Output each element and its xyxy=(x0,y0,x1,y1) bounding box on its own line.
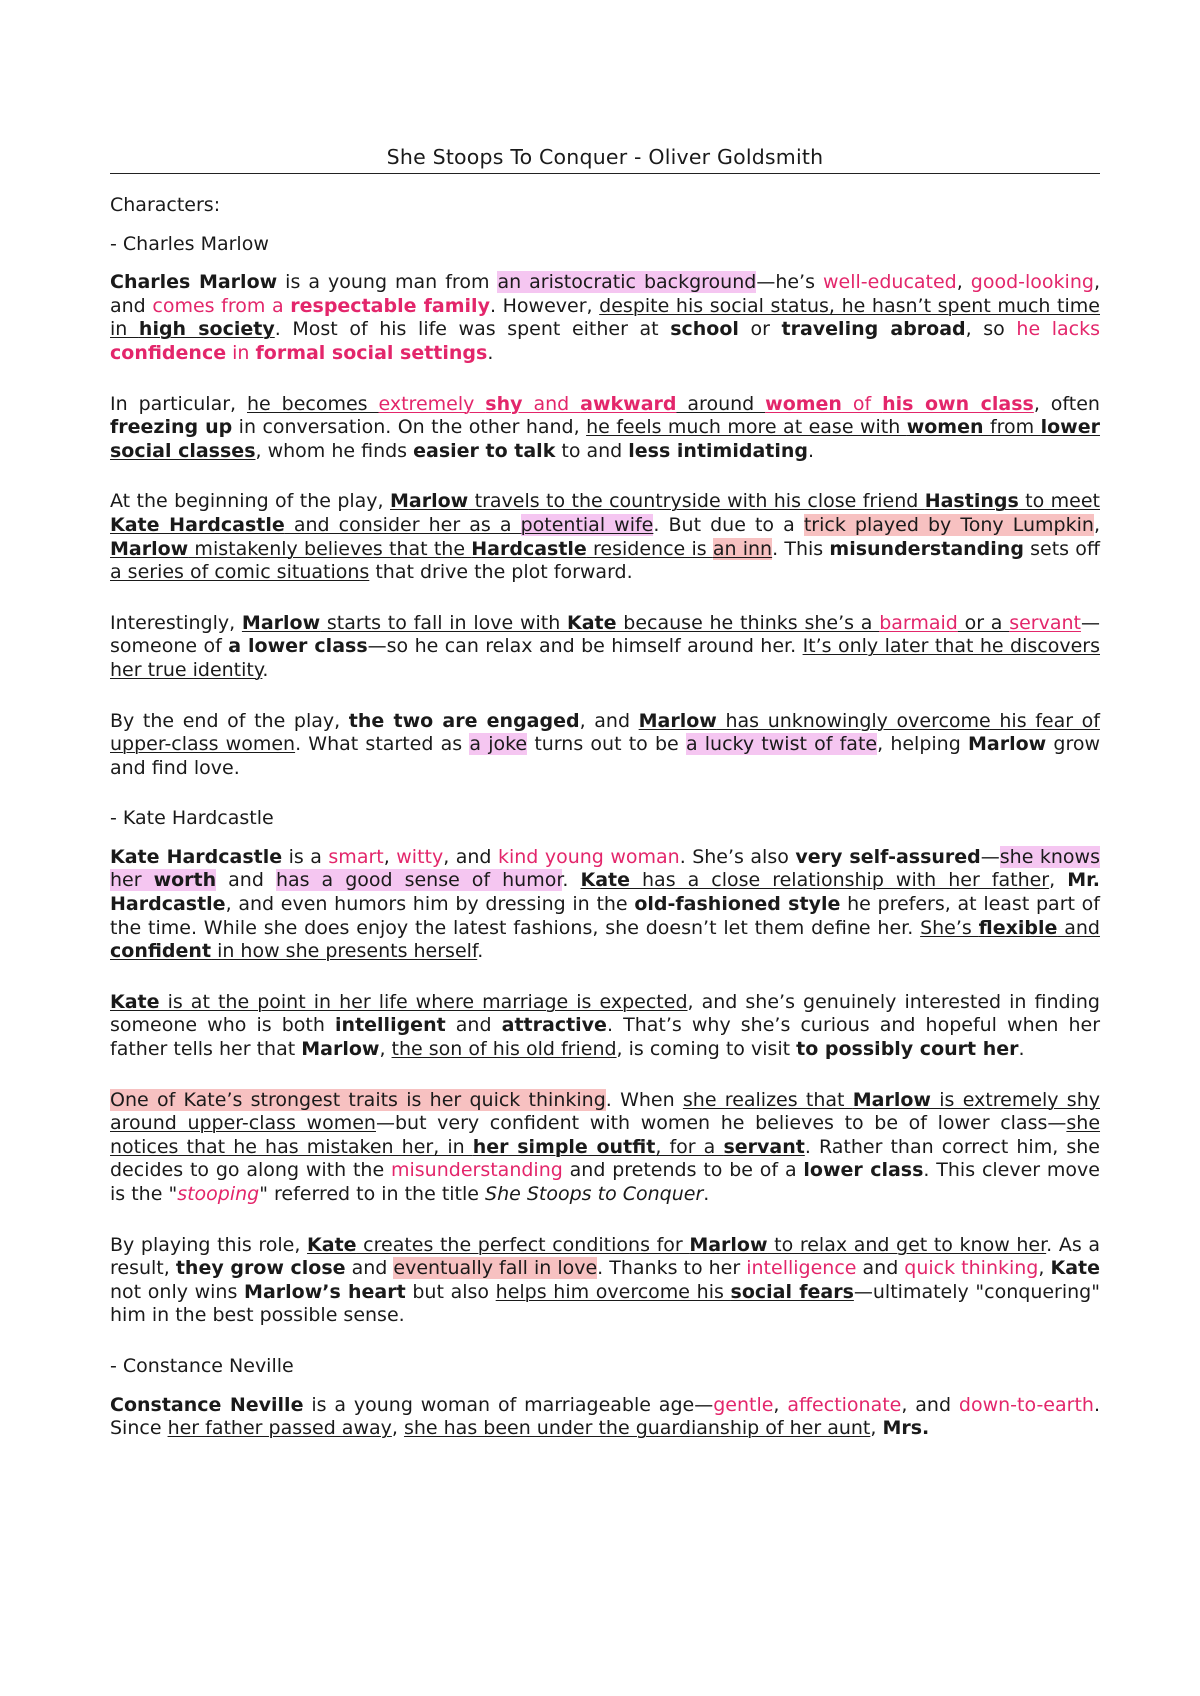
text-run: around xyxy=(676,392,766,415)
text-run: from xyxy=(983,416,1041,439)
text-run: Marlow xyxy=(638,709,717,732)
text-run: lower class xyxy=(803,1159,924,1182)
text-run: . This xyxy=(772,537,830,560)
text-run: . What started as xyxy=(295,733,470,756)
text-run: old-fashioned style xyxy=(634,893,841,916)
text-run: Marlow’s heart xyxy=(244,1280,406,1303)
text-run: of xyxy=(841,392,883,415)
text-run: and xyxy=(856,1257,905,1280)
text-run: . xyxy=(1018,1038,1025,1061)
text-run: Kate Hardcastle xyxy=(110,845,283,868)
text-run: , and even humors him by dressing in the xyxy=(225,893,635,916)
text-run: At the beginning of the play, xyxy=(110,490,390,513)
text-run: starts to fall in love with xyxy=(320,611,568,634)
text-run: she realizes that xyxy=(682,1088,853,1111)
text-run: but also xyxy=(405,1280,496,1303)
title-divider xyxy=(110,173,1100,174)
text-run: barmaid xyxy=(879,611,958,634)
text-run: . Most of his life was spent either at xyxy=(274,318,671,341)
text-run: confidence xyxy=(110,341,227,364)
text-run: an aristocratic background xyxy=(497,271,757,294)
text-run: and xyxy=(522,392,581,415)
text-run: has a close relationship with her father xyxy=(630,869,1050,892)
text-run: good-looking xyxy=(970,271,1094,294)
text-run: kind young woman xyxy=(497,845,680,868)
text-run: , so xyxy=(965,318,1017,341)
text-run: Kate Hardcastle xyxy=(110,513,285,536)
text-run: . When xyxy=(605,1088,683,1111)
text-run: down-to-earth xyxy=(958,1393,1094,1416)
text-run: affectionate xyxy=(787,1393,902,1416)
text-run: potential wife xyxy=(520,513,654,536)
text-run: he becomes xyxy=(247,392,379,415)
text-run: worth xyxy=(153,869,217,892)
text-run: . xyxy=(808,439,815,462)
text-run: She Stoops to Conquer xyxy=(485,1183,704,1205)
text-run: , xyxy=(1038,1257,1051,1280)
text-run: a joke xyxy=(469,733,528,756)
text-run: quick thinking xyxy=(904,1257,1039,1280)
text-run: he prefers, at least part of the time. While she does enjoy the latest fashions, she doesn’t let them define her. xyxy=(110,893,1100,939)
text-run: Kate xyxy=(110,990,160,1013)
text-run: formal social settings xyxy=(255,341,488,364)
paragraph xyxy=(110,490,1100,584)
text-run: . This clever move is the " xyxy=(110,1159,1100,1205)
text-run: —but very confident with women he believes to be of lower class— xyxy=(375,1112,1067,1135)
text-run: — xyxy=(980,845,1000,868)
text-run: . That’s why she’s curious and hopeful when her father tells her that xyxy=(110,1014,1101,1061)
text-run: to and xyxy=(555,439,629,462)
text-run: smart xyxy=(328,845,384,868)
text-run: , xyxy=(773,1393,788,1416)
text-run: Marlow xyxy=(967,733,1047,756)
text-run: Kate xyxy=(307,1233,357,1256)
character-heading: - Kate Hardcastle xyxy=(110,807,274,830)
text-run: She’s xyxy=(920,916,979,939)
text-run: helps him overcome his xyxy=(495,1280,731,1303)
text-run: his own class xyxy=(882,392,1034,415)
text-run: Mrs. xyxy=(882,1417,930,1440)
text-run: Marlow xyxy=(110,537,189,560)
text-run: misunderstanding xyxy=(391,1159,563,1182)
text-run: Marlow xyxy=(301,1038,380,1061)
text-run: she notices that he has mistaken her, in xyxy=(110,1112,1101,1158)
text-run: and pretends to be of a xyxy=(562,1159,804,1182)
text-run: sets off xyxy=(1023,537,1100,560)
text-run: Hastings xyxy=(924,490,1019,513)
paragraph xyxy=(110,1234,1100,1328)
paragraph xyxy=(110,710,1100,781)
text-run: . She’s also xyxy=(679,845,796,868)
text-run: and xyxy=(216,869,276,892)
text-run: , and she’s genuinely interested in finding someone who is both xyxy=(110,990,1100,1037)
text-run: creates the perfect conditions for xyxy=(356,1233,690,1256)
paragraph xyxy=(110,991,1100,1062)
text-run: . Rather than correct him, she decides to go along with the xyxy=(110,1135,1100,1182)
document-title: She Stoops To Conquer - Oliver Goldsmith xyxy=(386,145,824,169)
text-run: and consider her as a xyxy=(284,513,521,536)
text-run: , helping xyxy=(877,733,968,756)
text-run: school xyxy=(670,318,739,341)
text-run: . As a result, xyxy=(110,1233,1100,1280)
text-run: a lucky twist of fate xyxy=(685,733,878,756)
text-run: , and xyxy=(110,271,1100,317)
text-run: eventually fall in love xyxy=(393,1257,598,1280)
text-run: less intimidating xyxy=(628,439,809,462)
text-run: . xyxy=(262,658,269,681)
text-run: One of Kate’s strongest traits is her quick thinking xyxy=(110,1088,606,1111)
text-run: confident xyxy=(110,940,212,963)
text-run: witty xyxy=(396,845,444,868)
text-run: . xyxy=(487,341,494,364)
text-run: easier to talk xyxy=(413,439,556,462)
document-body xyxy=(110,194,1100,1441)
text-run: Kate xyxy=(580,869,630,892)
text-run: . Since xyxy=(110,1393,1100,1440)
text-run: Hardcastle xyxy=(471,537,587,560)
text-run: awkward xyxy=(580,392,677,415)
text-run: social fears xyxy=(730,1280,854,1303)
text-run: women xyxy=(906,416,984,439)
text-run: . But due to a xyxy=(653,513,804,536)
text-run: , xyxy=(383,845,397,868)
paragraph xyxy=(110,393,1100,464)
text-run: , whom he finds xyxy=(255,439,414,462)
text-run: freezing up xyxy=(110,416,233,439)
paragraph xyxy=(110,1394,1100,1441)
text-run: mistakenly believes that the xyxy=(188,537,472,560)
text-run: or xyxy=(738,318,782,341)
text-run: the son of his old friend xyxy=(391,1038,617,1061)
text-run: intelligence xyxy=(746,1257,857,1280)
text-run: he lacks xyxy=(1016,318,1100,341)
text-run: is extremely shy around upper-class women xyxy=(110,1088,1100,1135)
text-run: , xyxy=(1049,869,1068,892)
text-run: has unknowingly overcome his fear of upper-class women xyxy=(110,709,1100,756)
text-run: she knows her xyxy=(110,845,1100,892)
text-run: , for a xyxy=(655,1135,724,1158)
text-run: Marlow xyxy=(689,1233,768,1256)
text-run: they grow close xyxy=(175,1257,346,1280)
text-run: trick played by Tony Lumpkin xyxy=(803,513,1094,536)
text-run: Charles Marlow xyxy=(110,271,278,294)
text-run: to meet xyxy=(1018,490,1100,513)
text-run: . Thanks to her xyxy=(597,1257,747,1280)
text-run: and xyxy=(345,1257,394,1280)
text-run: in how she presents herself xyxy=(211,940,478,963)
text-run: Kate xyxy=(1050,1257,1100,1280)
text-run: residence is xyxy=(586,537,713,560)
text-run: traveling abroad xyxy=(781,318,966,341)
text-run: It’s only later that he discovers her true identity xyxy=(110,635,1100,681)
text-run: respectable family xyxy=(290,294,490,317)
text-run: intelligent xyxy=(335,1014,446,1037)
text-run: she has been under the guardianship of her aunt xyxy=(403,1417,871,1440)
text-run: servant xyxy=(723,1135,805,1158)
text-run: or a xyxy=(957,611,1010,634)
text-run: , xyxy=(870,1417,883,1440)
text-run: that drive the plot forward. xyxy=(369,561,633,584)
text-run: attractive xyxy=(501,1014,607,1037)
text-run: " referred to in the title xyxy=(259,1183,486,1205)
text-run: women xyxy=(765,392,842,415)
text-run: , and xyxy=(901,1393,959,1416)
text-run: travels to the countryside with his close friend xyxy=(468,490,925,513)
text-run: is at the point in her life where marriage is expected xyxy=(159,990,688,1013)
text-run: . xyxy=(703,1183,710,1205)
text-run: shy xyxy=(485,392,523,415)
text-run: to possibly court her xyxy=(796,1038,1019,1061)
text-run: , xyxy=(1093,513,1100,536)
text-run: Mr. Hardcastle xyxy=(110,869,1100,916)
text-run: well-educated xyxy=(823,271,957,294)
text-run: , and xyxy=(579,709,639,732)
text-run: and xyxy=(1057,916,1100,939)
text-run: gentle xyxy=(713,1393,774,1416)
text-run: , xyxy=(956,271,971,294)
paragraph xyxy=(110,271,1100,365)
text-run: her father passed away xyxy=(167,1417,392,1440)
text-run: is a young man from xyxy=(277,271,498,294)
text-run: By playing this role, xyxy=(110,1233,308,1256)
text-run: to relax and get to know her xyxy=(767,1233,1047,1256)
text-run: , and xyxy=(443,845,498,868)
text-run: Interestingly, xyxy=(110,611,242,634)
text-run: servant xyxy=(1009,611,1081,634)
text-run: Kate xyxy=(567,611,617,634)
text-run: Marlow xyxy=(241,611,321,634)
text-run: , xyxy=(391,1417,404,1440)
text-run: a series of comic situations xyxy=(110,561,370,584)
text-run: , often xyxy=(1033,392,1100,415)
text-run: extremely xyxy=(378,392,486,415)
text-run: he feels much more at ease with xyxy=(586,416,907,439)
text-run: because he thinks she’s a xyxy=(616,611,880,634)
text-run: . xyxy=(562,869,581,892)
text-run: Marlow xyxy=(852,1088,931,1111)
text-run: misunderstanding xyxy=(829,537,1024,560)
text-run: grow and find love. xyxy=(110,733,1100,779)
text-run: stooping xyxy=(177,1183,260,1205)
paragraph xyxy=(110,846,1100,964)
text-run: —so he can relax and be himself around her. xyxy=(367,635,803,658)
text-run: —he’s xyxy=(756,271,824,294)
text-run: the two are engaged xyxy=(348,709,580,732)
text-run: turns out to be xyxy=(527,733,686,756)
character-heading: - Constance Neville xyxy=(110,1354,294,1377)
text-run: , xyxy=(379,1038,392,1061)
text-run: —ultimately "conquering" him in the best possible sense. xyxy=(110,1280,1100,1327)
text-run: . xyxy=(477,940,484,963)
text-run: despite his social status, he hasn’t spent much time in xyxy=(110,294,1100,341)
text-run: —someone of xyxy=(110,611,1100,658)
text-run: Constance Neville xyxy=(110,1393,304,1416)
text-run: , is coming to visit xyxy=(616,1038,797,1061)
text-run: in xyxy=(226,341,256,364)
text-run: lower social classes xyxy=(110,416,1100,462)
text-run: . However, xyxy=(489,294,600,317)
text-run: and xyxy=(445,1014,502,1037)
text-run: her simple outfit xyxy=(472,1135,656,1158)
text-run: flexible xyxy=(978,916,1058,939)
characters-heading: Characters: xyxy=(110,194,221,216)
text-run: high society xyxy=(138,318,275,341)
text-run: Marlow xyxy=(390,490,469,513)
text-run: In particular, xyxy=(110,392,247,415)
text-run: is a young woman of marriageable age— xyxy=(303,1393,714,1416)
text-run: in conversation. On the other hand, xyxy=(232,416,587,439)
text-run: not only wins xyxy=(110,1280,245,1303)
text-run: has a good sense of humor xyxy=(275,869,563,892)
text-run: an inn xyxy=(712,537,773,560)
text-run: a lower class xyxy=(228,635,368,658)
paragraph xyxy=(110,612,1100,683)
text-run: very self-assured xyxy=(795,845,981,868)
text-run: is a xyxy=(282,845,329,868)
text-run: comes from a xyxy=(152,294,291,317)
character-heading: - Charles Marlow xyxy=(110,232,269,255)
paragraph xyxy=(110,1089,1100,1207)
text-run: By the end of the play, xyxy=(110,709,349,732)
